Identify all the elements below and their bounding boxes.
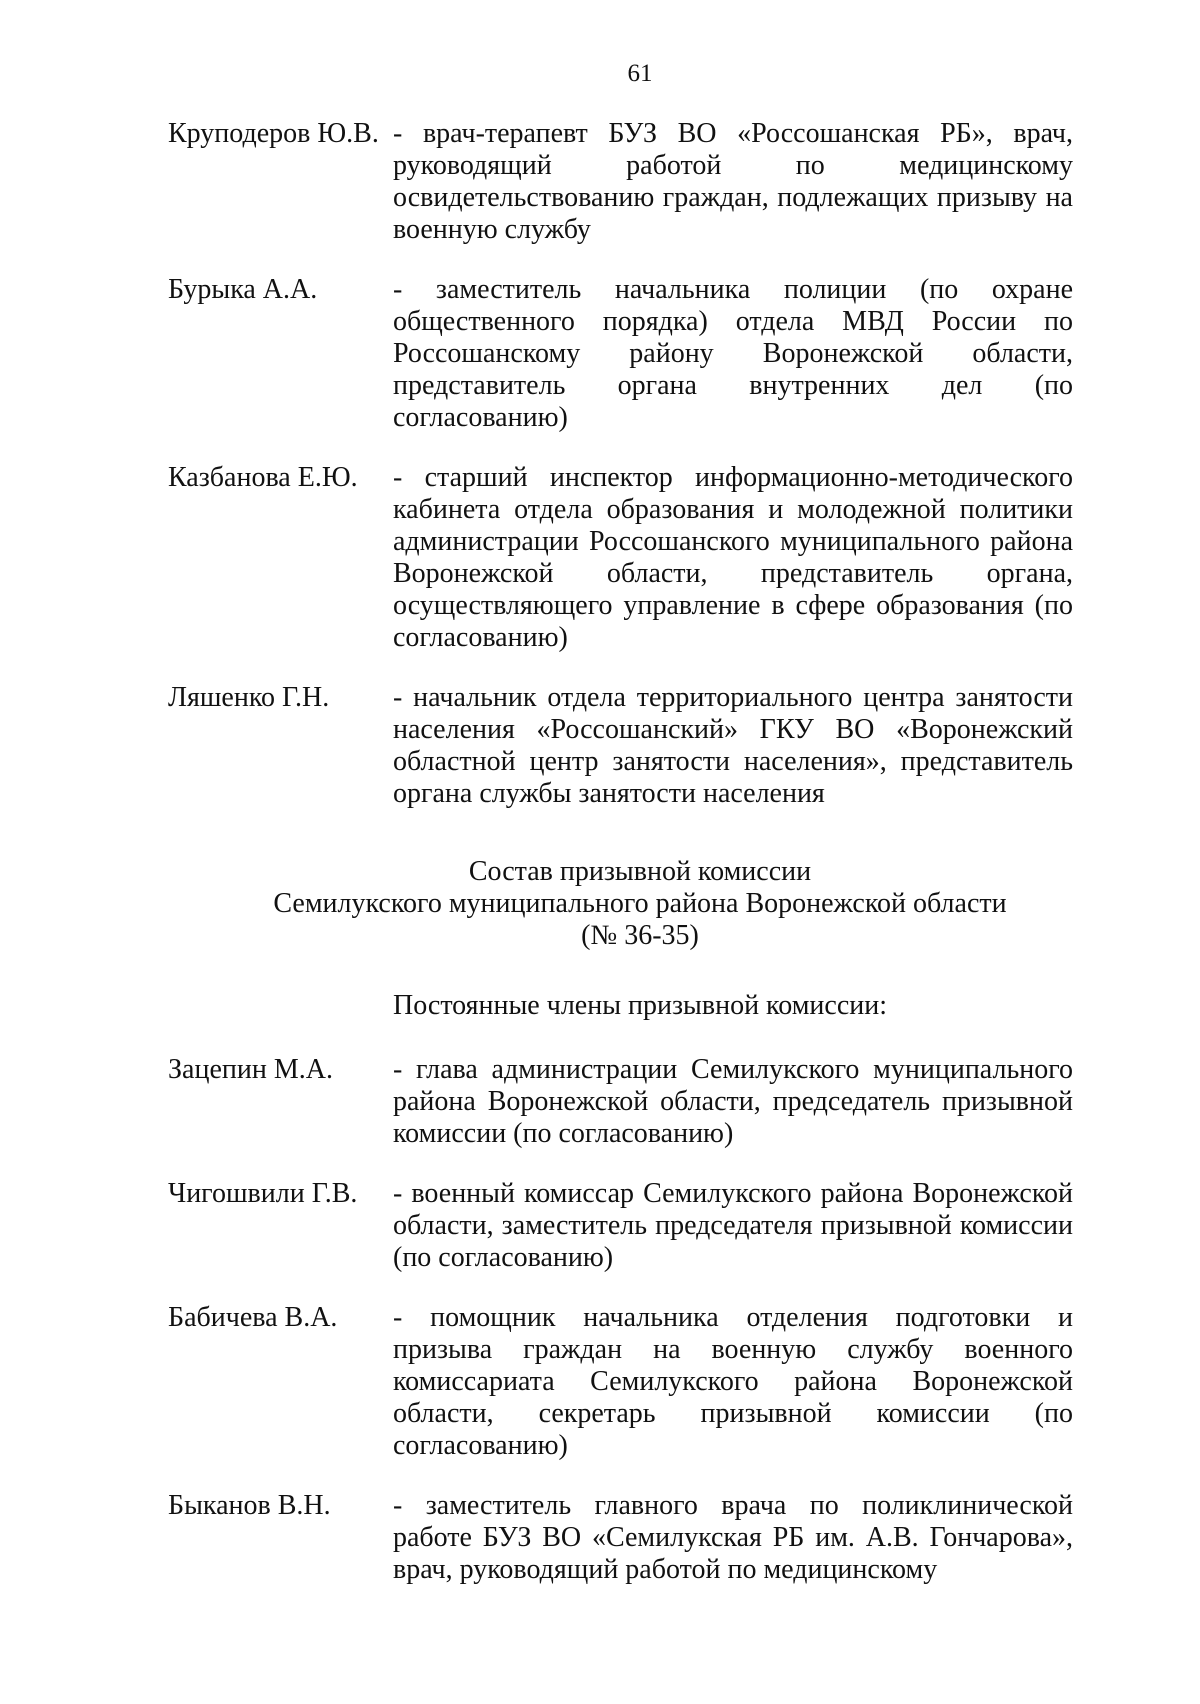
member-name: Ляшенко Г.Н. bbox=[168, 682, 330, 713]
member-name: Зацепин М.А. bbox=[168, 1054, 333, 1085]
member-list-rossosh bbox=[168, 118, 1078, 838]
member-row bbox=[168, 1054, 1078, 1150]
member-name: Чигошвили Г.В. bbox=[168, 1178, 358, 1209]
permanent-members-subheading bbox=[0, 990, 1200, 1022]
page-number: 61 bbox=[627, 60, 653, 87]
member-list-semiluki bbox=[168, 1054, 1078, 1614]
member-row bbox=[168, 462, 1078, 654]
member-name: Быканов В.Н. bbox=[168, 1490, 331, 1521]
member-description: - помощник начальника отделения подготовки и призыва граждан на военную службу военного комиссариата Семилукского района Воронежской области, секретарь призывной комиссии (по согласованию) bbox=[393, 1302, 1073, 1461]
member-name: Бурыка А.А. bbox=[168, 274, 318, 305]
member-row bbox=[168, 274, 1078, 434]
member-description: - начальник отдела территориального центра занятости населения «Россошанский» ГКУ ВО «Воронежский областной центр занятости населения», представитель органа службы занятости населения bbox=[393, 682, 1073, 809]
heading-line-2: Семилукского муниципального района Воронежской области bbox=[273, 888, 1007, 919]
member-description: - военный комиссар Семилукского района Воронежской области, заместитель председателя призывной комиссии (по согласованию) bbox=[393, 1178, 1073, 1273]
member-row bbox=[168, 1490, 1078, 1586]
member-description: - глава администрации Семилукского муниципального района Воронежской области, председатель призывной комиссии (по согласованию) bbox=[393, 1054, 1073, 1149]
heading-line-1: Состав призывной комиссии bbox=[468, 856, 812, 887]
member-description: - заместитель главного врача по поликлинической работе БУЗ ВО «Семилукская РБ им. А.В. Гончарова», врач, руководящий работой по медицинскому bbox=[393, 1490, 1073, 1585]
member-row bbox=[168, 118, 1078, 246]
member-row bbox=[168, 1302, 1078, 1462]
member-description: - врач-терапевт БУЗ ВО «Россошанская РБ», врач, руководящий работой по медицинскому освидетельствованию граждан, подлежащих призыву на военную службу bbox=[393, 118, 1073, 245]
member-description: - старший инспектор информационно-методического кабинета отдела образования и молодежной политики администрации Россошанского муниципального района Воронежской области, представитель органа, осуществляющего управление в сфере образования (по согласованию) bbox=[393, 462, 1073, 653]
member-description: - заместитель начальника полиции (по охране общественного порядка) отдела МВД России по Россошанскому району Воронежской области, представитель органа внутренних дел (по согласованию) bbox=[393, 274, 1073, 433]
member-name: Казбанова Е.Ю. bbox=[168, 462, 358, 493]
member-row bbox=[168, 682, 1078, 810]
member-name: Круподеров Ю.В. bbox=[168, 118, 379, 149]
member-row bbox=[168, 1178, 1078, 1274]
member-name: Бабичева В.А. bbox=[168, 1302, 338, 1333]
commission-heading bbox=[0, 856, 1200, 952]
subheading-text: Постоянные члены призывной комиссии: bbox=[392, 990, 888, 1021]
heading-line-3: (№ 36-35) bbox=[581, 920, 699, 951]
